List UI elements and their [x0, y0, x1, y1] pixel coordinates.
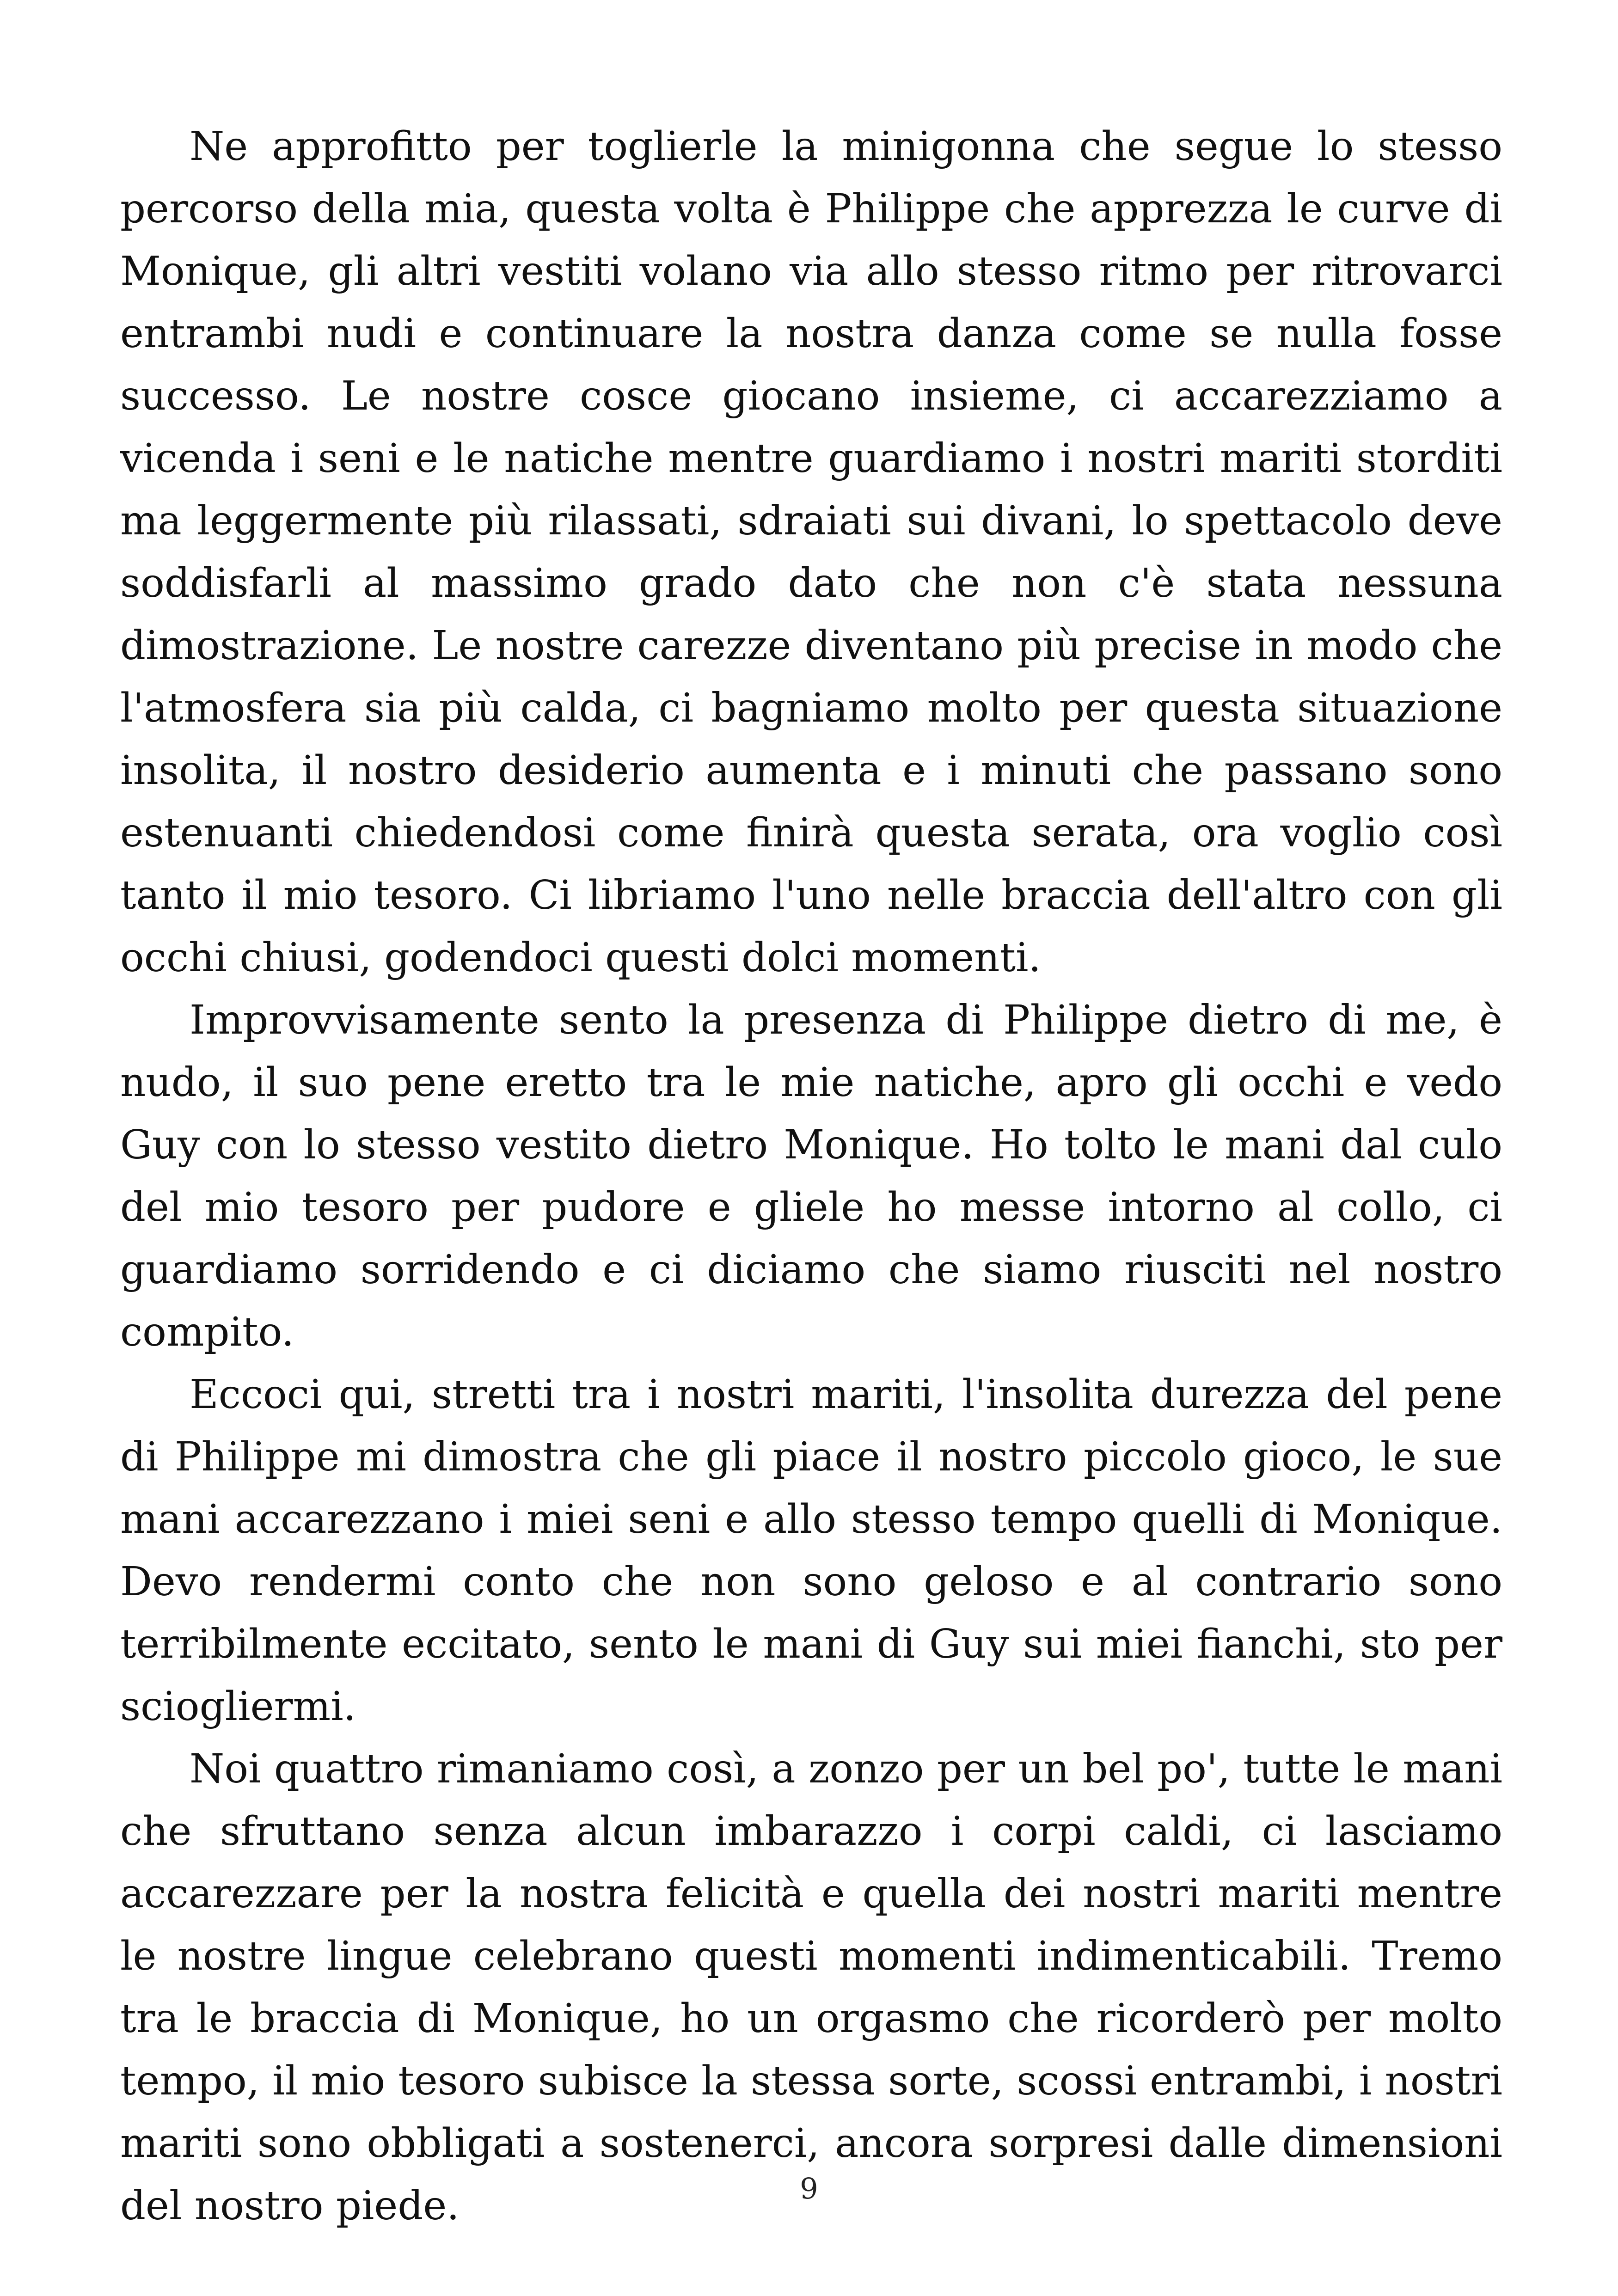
page-body: [120, 116, 1502, 2237]
paragraph-1: Ne approfitto per toglierle la minigonna che segue lo stesso percorso della mia, questa volta è Philippe che apprezza le curve di Monique, gli altri vestiti volano via allo stesso ritmo per ritrovarci entrambi nudi e continuare la nostra danza come se nulla fosse successo. Le nostre cosce giocano insieme, ci accarezziamo a vicenda i seni e le natiche mentre guardiamo i nostri mariti storditi ma leggermente più rilassati, sdraiati sui divani, lo spettacolo deve soddisfarli al massimo grado dato che non c'è stata nessuna dimostrazione. Le nostre carezze diventano più precise in modo che l'atmosfera sia più calda, ci bagniamo molto per questa situazione insolita, il nostro desiderio aumenta e i minuti che passano sono estenuanti chiedendosi come finirà questa serata, ora voglio così tanto il mio tesoro. Ci libriamo l'uno nelle braccia dell'altro con gli occhi chiusi, godendoci questi dolci momenti.: [120, 123, 1502, 981]
paragraph-2: Improvvisamente sento la presenza di Philippe dietro di me, è nudo, il suo pene eretto tra le mie natiche, apro gli occhi e vedo Guy con lo stesso vestito dietro Monique. Ho tolto le mani dal culo del mio tesoro per pudore e gliele ho messe intorno al collo, ci guardiamo sorridendo e ci diciamo che siamo riusciti nel nostro compito.: [120, 997, 1502, 1355]
paragraph-3: Eccoci qui, stretti tra i nostri mariti, l'insolita durezza del pene di Philippe mi dimostra che gli piace il nostro piccolo gioco, le sue mani accarezzano i miei seni e allo stesso tempo quelli di Monique. Devo rendermi conto che non sono geloso e al contrario sono terribilmente eccitato, sento le mani di Guy sui miei fianchi, sto per sciogliermi.: [120, 1371, 1502, 1730]
paragraph-4: Noi quattro rimaniamo così, a zonzo per un bel po', tutte le mani che sfruttano senza alcun imbarazzo i corpi caldi, ci lasciamo accarezzare per la nostra felicità e quella dei nostri mariti mentre le nostre lingue celebrano questi momenti indimenticabili. Tremo tra le braccia di Monique, ho un orgasmo che ricorderò per molto tempo, il mio tesoro subisce la stessa sorte, scossi entrambi, i nostri mariti sono obbligati a sostenerci, ancora sorpresi dalle dimensioni del nostro piede.: [120, 1746, 1502, 2229]
page-number: 9: [800, 2172, 818, 2205]
